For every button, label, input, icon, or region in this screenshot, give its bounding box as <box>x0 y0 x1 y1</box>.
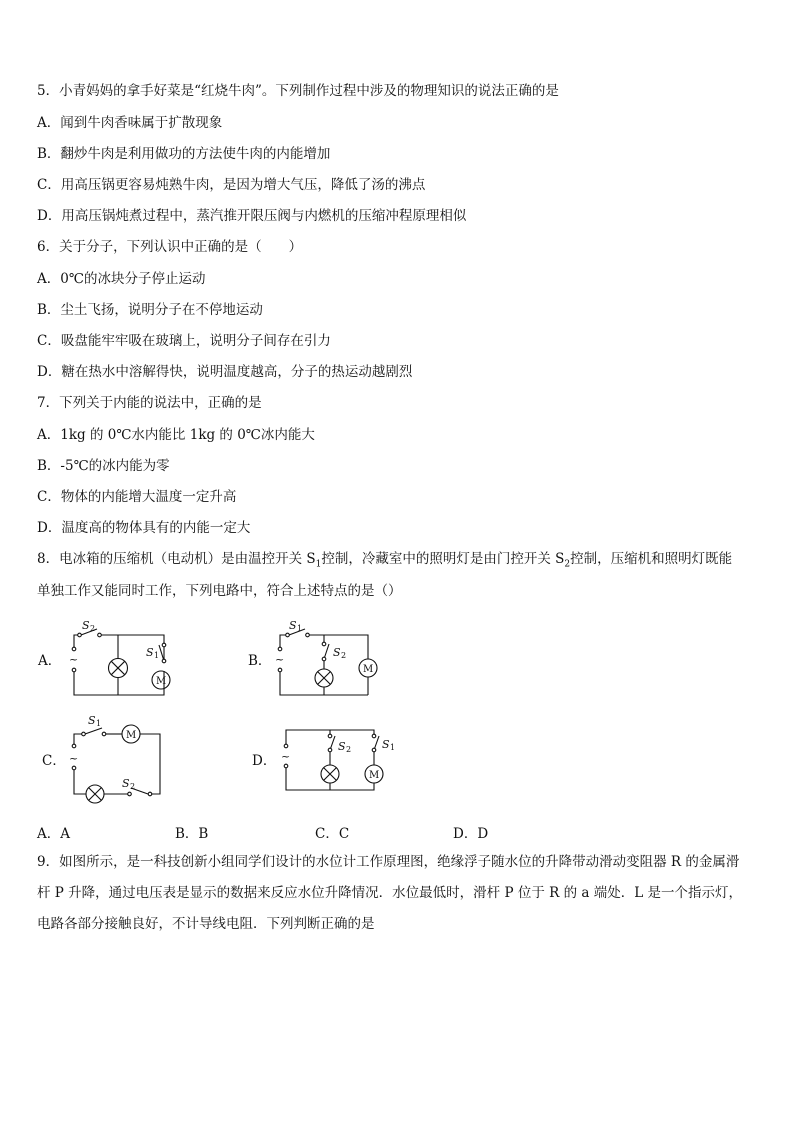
q8-stem-line1: 8．电冰箱的压缩机（电动机）是由温控开关 $S_1$控制，冷藏室中的照明灯是由门控开关 $S_2$控制，压缩机和照明灯既能 <box>37 551 733 570</box>
q5-stem: 5．小青妈妈的拿手好菜是“红烧牛肉”。下列制作过程中涉及的物理知识的说法正确的是 <box>37 83 559 99</box>
switch-s1-subscript: 1 <box>96 719 102 728</box>
circuit-d <box>276 722 396 794</box>
ac-source-icon: ~ <box>69 653 79 666</box>
switch-s2-subscript: 2 <box>346 745 352 754</box>
q9-line1: 9．如图所示，是一科技创新小组同学们设计的水位计工作原理图，绝缘浮子随水位的升降带动滑动变阻器 R 的金属滑 <box>37 854 740 870</box>
q7-option-c: C．物体的内能增大温度一定升高 <box>37 489 237 505</box>
q8-answer-c: C．C <box>315 826 350 842</box>
switch-s2-subscript: 2 <box>341 651 347 660</box>
q6-option-b: B．尘土飞扬，说明分子在不停地运动 <box>37 302 263 318</box>
ac-source-icon: ~ <box>281 750 291 763</box>
q5-option-c: C．用高压锅更容易炖熟牛肉，是因为增大气压，降低了汤的沸点 <box>37 177 426 193</box>
q6-option-c: C．吸盘能牢牢吸在玻璃上，说明分子间存在引力 <box>37 333 331 349</box>
circuit-b <box>270 617 390 697</box>
q7-option-d: D．温度高的物体具有的内能一定大 <box>37 520 251 536</box>
circuit-c-label: C． <box>42 753 66 769</box>
switch-s1-label: S <box>289 619 297 632</box>
motor-icon: M <box>369 770 380 781</box>
circuit-c <box>64 712 174 807</box>
switch-s1-label: S <box>88 714 96 727</box>
switch-s1-label: S <box>146 646 154 659</box>
q5-option-b: B．翻炒牛肉是利用做功的方法使牛肉的内能增加 <box>37 146 331 162</box>
q7-option-b: B．-5℃的冰内能为零 <box>37 458 170 474</box>
switch-s1-subscript: 1 <box>297 624 303 633</box>
motor-icon: M <box>363 664 374 675</box>
q9-line2: 杆 P 升降，通过电压表是显示的数据来反应水位升降情况．水位最低时，滑杆 P 位于 R 的 a 端处．L 是一个指示灯， <box>37 885 742 901</box>
q8-answer-d: D．D <box>453 826 489 842</box>
q5-option-d: D．用高压锅炖煮过程中，蒸汽推开限压阀与内燃机的压缩冲程原理相似 <box>37 208 467 224</box>
motor-icon: M <box>126 730 137 741</box>
q7-option-a: A．1kg 的 0℃水内能比 1kg 的 0℃冰内能大 <box>37 427 315 443</box>
circuit-b-label: B． <box>248 653 272 669</box>
switch-s2-label: S <box>122 777 130 790</box>
circuit-a <box>64 617 188 697</box>
ac-source-icon: ~ <box>69 752 79 765</box>
q8-answer-b: B．B <box>175 826 209 842</box>
q8-stem-line2: 单独工作又能同时工作，下列电路中，符合上述特点的是（） <box>37 583 402 599</box>
switch-s2-label: S <box>333 646 341 659</box>
circuit-d-label: D． <box>252 753 277 769</box>
q6-option-d: D．糖在热水中溶解得快，说明温度越高，分子的热运动越剧烈 <box>37 364 413 380</box>
motor-icon: M <box>156 676 167 687</box>
switch-s2-label: S <box>82 619 90 632</box>
q6-option-a: A．0℃的冰块分子停止运动 <box>37 271 206 287</box>
switch-s1-label: S <box>382 738 390 751</box>
switch-s2-subscript: 2 <box>130 782 136 791</box>
q6-stem: 6．关于分子，下列认识中正确的是（ ） <box>37 239 303 255</box>
switch-s2-label: S <box>338 740 346 753</box>
switch-s2-subscript: 2 <box>90 624 96 633</box>
q8-answer-a: A．A <box>37 826 70 842</box>
q9-line3: 电路各部分接触良好，不计导线电阻．下列判断正确的是 <box>37 916 375 932</box>
switch-s1-subscript: 1 <box>154 651 160 660</box>
circuit-a-label: A． <box>38 653 62 669</box>
q5-option-a: A．闻到牛肉香味属于扩散现象 <box>37 115 223 131</box>
ac-source-icon: ~ <box>275 653 285 666</box>
q7-stem: 7．下列关于内能的说法中，正确的是 <box>37 395 262 411</box>
switch-s1-subscript: 1 <box>390 743 396 752</box>
